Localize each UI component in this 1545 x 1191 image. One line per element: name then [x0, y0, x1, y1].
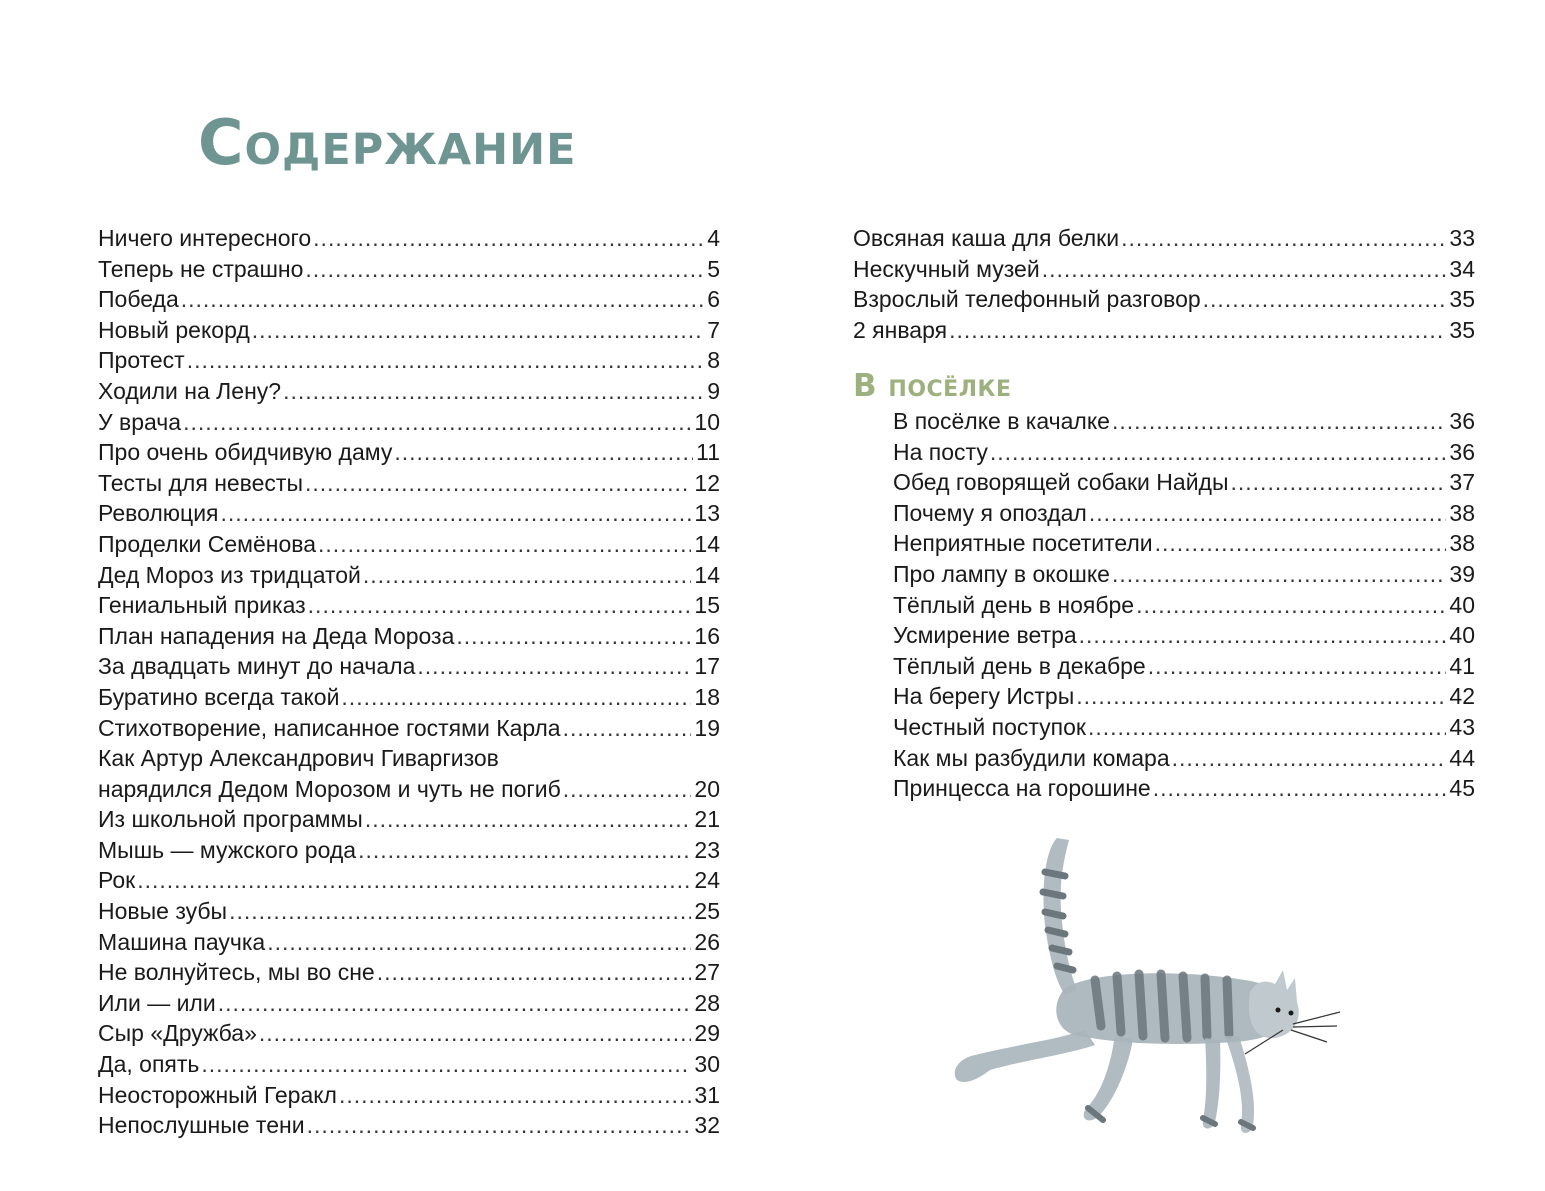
- dot-leader: [252, 315, 704, 346]
- page-number: 28: [694, 989, 720, 1016]
- toc-entry-line2: [98, 774, 720, 805]
- toc-entry[interactable]: [98, 682, 720, 713]
- toc-entry[interactable]: [98, 1110, 720, 1141]
- toc-list-right: [853, 223, 1475, 345]
- page-number: 27: [694, 959, 720, 986]
- page-number: 15: [694, 592, 720, 619]
- entry-title: нарядился Дедом Морозом и чуть не погиб: [98, 775, 561, 802]
- toc-entry[interactable]: [98, 468, 720, 499]
- page-title: Содержание: [198, 106, 577, 179]
- entry-title: Мышь — мужского рода: [98, 836, 357, 863]
- page-number: 12: [694, 469, 720, 496]
- page-number: 18: [694, 683, 720, 710]
- toc-entry[interactable]: [853, 284, 1475, 315]
- entry-title: Гениальный приказ: [98, 592, 306, 619]
- entry-title: Неприятные посетители: [893, 530, 1153, 557]
- entry-title: Овсяная каша для белки: [853, 225, 1120, 251]
- dot-leader: [1203, 284, 1447, 315]
- entry-title: Не волнуйтесь, мы во сне: [98, 959, 375, 986]
- dot-leader: [305, 254, 704, 285]
- entry-title: На берегу Истры: [893, 683, 1075, 710]
- entry-title: У врача: [98, 408, 182, 435]
- entry-title: Революция: [98, 500, 219, 527]
- page-number: 19: [694, 714, 720, 741]
- dot-leader: [1172, 743, 1447, 774]
- dot-leader: [456, 621, 691, 652]
- toc-entry[interactable]: [853, 651, 1475, 682]
- toc-entry[interactable]: [98, 1018, 720, 1049]
- dot-leader: [1042, 254, 1447, 285]
- page-number: 43: [1449, 713, 1475, 740]
- dot-leader: [1112, 406, 1446, 437]
- entry-title: Почему я опоздал: [893, 499, 1087, 526]
- page-number: 44: [1449, 744, 1475, 771]
- entry-title: Ходили на Лену?: [98, 377, 282, 404]
- toc-entry[interactable]: [98, 560, 720, 591]
- page-number: 35: [1449, 316, 1475, 343]
- dot-leader: [259, 1018, 692, 1049]
- entry-title: Про лампу в окошке: [893, 560, 1110, 587]
- page-number: 33: [1449, 225, 1475, 251]
- dot-leader: [221, 498, 692, 529]
- toc-entry[interactable]: [98, 1049, 720, 1080]
- dot-leader: [313, 223, 704, 254]
- toc-entry[interactable]: [98, 957, 720, 988]
- page-number: 14: [694, 530, 720, 557]
- page-number: 7: [707, 316, 720, 343]
- page-number: 11: [696, 439, 720, 466]
- toc-entry[interactable]: [853, 528, 1475, 559]
- entry-title: План нападения на Деда Мороза: [98, 622, 455, 649]
- toc-entry[interactable]: [853, 773, 1475, 804]
- entry-title: Неосторожный Геракл: [98, 1081, 337, 1108]
- toc-entry[interactable]: [98, 621, 720, 652]
- page-number: 14: [694, 561, 720, 588]
- page-number: 24: [694, 867, 720, 894]
- dot-leader: [377, 957, 692, 988]
- entry-title: Тёплый день в ноябре: [893, 591, 1135, 618]
- page-number: 29: [694, 1020, 720, 1047]
- toc-entry[interactable]: [98, 713, 720, 744]
- page-number: 34: [1449, 255, 1475, 282]
- toc-entry[interactable]: [98, 376, 720, 407]
- dot-leader: [363, 560, 692, 591]
- toc-entry[interactable]: [98, 988, 720, 1019]
- toc-entry[interactable]: [98, 223, 720, 254]
- page-number: 42: [1449, 683, 1475, 710]
- page-number: 38: [1449, 499, 1475, 526]
- toc-left-column: [98, 223, 720, 1141]
- toc-entry[interactable]: [98, 407, 720, 438]
- dot-leader: [305, 468, 691, 499]
- dot-leader: [1112, 559, 1446, 590]
- dot-leader: [318, 529, 691, 560]
- entry-title: Да, опять: [98, 1051, 200, 1078]
- dot-leader: [365, 804, 692, 835]
- toc-list-left: [98, 223, 720, 1141]
- dot-leader: [1148, 651, 1447, 682]
- dot-leader: [949, 315, 1446, 346]
- page-number: 21: [694, 806, 720, 833]
- page-number: 16: [694, 622, 720, 649]
- toc-entry[interactable]: [98, 498, 720, 529]
- toc-entry[interactable]: [98, 927, 720, 958]
- dot-leader: [417, 651, 691, 682]
- page-number: 4: [707, 225, 720, 251]
- entry-title: Теперь не страшно: [98, 255, 304, 282]
- entry-title: Тёплый день в декабре: [893, 652, 1146, 679]
- entry-title: Протест: [98, 347, 185, 374]
- entry-title: Обед говорящей собаки Найды: [893, 469, 1229, 496]
- toc-entry[interactable]: [853, 620, 1475, 651]
- toc-entry[interactable]: [853, 223, 1475, 254]
- entry-title: Рок: [98, 867, 136, 894]
- dot-leader: [990, 437, 1447, 468]
- page-number: 39: [1449, 560, 1475, 587]
- dot-leader: [358, 835, 691, 866]
- dot-leader: [1231, 467, 1447, 498]
- toc-entry[interactable]: [98, 284, 720, 315]
- page-number: 37: [1449, 469, 1475, 496]
- dot-leader: [187, 345, 704, 376]
- page-number: 41: [1449, 652, 1475, 679]
- dot-leader: [1155, 528, 1447, 559]
- dot-leader: [563, 774, 692, 805]
- section-heading: В посёлке: [853, 368, 1012, 405]
- toc-entry[interactable]: [98, 437, 720, 468]
- toc-entry[interactable]: [853, 559, 1475, 590]
- entry-title: На посту: [893, 438, 988, 465]
- page-number: 40: [1449, 591, 1475, 618]
- dot-leader: [218, 988, 692, 1019]
- entry-title: Или — или: [98, 989, 216, 1016]
- cat-illustration: [945, 830, 1345, 1140]
- page-number: 36: [1449, 407, 1475, 434]
- toc-entry[interactable]: [853, 712, 1475, 743]
- toc-entry[interactable]: [853, 498, 1475, 529]
- page-number: 9: [707, 377, 720, 404]
- toc-entry[interactable]: [98, 651, 720, 682]
- toc-entry[interactable]: [98, 315, 720, 346]
- entry-title: Взрослый телефонный разговор: [853, 286, 1201, 313]
- dot-leader: [1153, 773, 1447, 804]
- toc-entry[interactable]: [98, 1080, 720, 1111]
- toc-entry-two-line[interactable]: [98, 743, 720, 804]
- dot-leader: [283, 376, 704, 407]
- dot-leader: [1076, 681, 1446, 712]
- dot-leader: [201, 1049, 691, 1080]
- dot-leader: [183, 407, 691, 438]
- toc-entry[interactable]: [853, 406, 1475, 437]
- dot-leader: [394, 437, 693, 468]
- toc-entry[interactable]: [98, 590, 720, 621]
- entry-title: Победа: [98, 286, 179, 313]
- entry-title: Новые зубы: [98, 898, 228, 925]
- page-number: 31: [694, 1081, 720, 1108]
- page-number: 5: [707, 255, 720, 282]
- page-number: 45: [1449, 775, 1475, 802]
- dot-leader: [1088, 712, 1446, 743]
- toc-entry[interactable]: [853, 743, 1475, 774]
- page-number: 20: [694, 775, 720, 802]
- page-number: 38: [1449, 530, 1475, 557]
- page-number: 26: [694, 928, 720, 955]
- page-number: 35: [1449, 286, 1475, 313]
- entry-title: 2 января: [853, 316, 948, 343]
- dot-leader: [308, 590, 692, 621]
- entry-title: Проделки Семёнова: [98, 530, 317, 557]
- page-number: 25: [694, 898, 720, 925]
- toc-entry[interactable]: [98, 896, 720, 927]
- entry-title: Нескучный музей: [853, 255, 1040, 282]
- page-number: 32: [694, 1112, 720, 1139]
- entry-title: Дед Мороз из тридцатой: [98, 561, 361, 588]
- page-number: 40: [1449, 622, 1475, 649]
- toc-entry[interactable]: [853, 590, 1475, 621]
- toc-entry[interactable]: [853, 681, 1475, 712]
- dot-leader: [137, 865, 691, 896]
- page-number: 17: [694, 653, 720, 680]
- dot-leader: [341, 682, 691, 713]
- toc-entry[interactable]: [98, 804, 720, 835]
- dot-leader: [307, 1110, 692, 1141]
- entry-title: Тесты для невесты: [98, 469, 304, 496]
- entry-title: За двадцать минут до начала: [98, 653, 416, 680]
- toc-right-column: [853, 223, 1475, 804]
- toc-entry[interactable]: [853, 315, 1475, 346]
- page-number: 23: [694, 836, 720, 863]
- entry-title: Усмирение ветра: [893, 622, 1077, 649]
- toc-list-section: [853, 406, 1475, 804]
- entry-title: Сыр «Дружба»: [98, 1020, 257, 1047]
- dot-leader: [563, 713, 692, 744]
- dot-leader: [181, 284, 704, 315]
- dot-leader: [1136, 590, 1446, 621]
- page-number: 36: [1449, 438, 1475, 465]
- toc-entry[interactable]: [853, 254, 1475, 285]
- toc-entry[interactable]: [98, 865, 720, 896]
- dot-leader: [1121, 223, 1446, 254]
- entry-title: Ничего интересного: [98, 225, 312, 251]
- entry-title: Принцесса на горошине: [893, 775, 1151, 802]
- page-number: 30: [694, 1051, 720, 1078]
- dot-leader: [229, 896, 691, 927]
- entry-title: Машина паучка: [98, 928, 266, 955]
- entry-title: Непослушные тени: [98, 1112, 305, 1139]
- entry-title: Стихотворение, написанное гостями Карла: [98, 714, 561, 741]
- entry-title: Про очень обидчивую даму: [98, 439, 393, 466]
- entry-title: Как мы разбудили комара: [893, 744, 1170, 771]
- toc-entry[interactable]: [98, 835, 720, 866]
- entry-title: В посёлке в качалке: [893, 407, 1110, 434]
- dot-leader: [1079, 620, 1447, 651]
- page-number: 8: [707, 347, 720, 374]
- dot-leader: [1089, 498, 1447, 529]
- toc-entry[interactable]: [98, 254, 720, 285]
- dot-leader: [339, 1080, 691, 1111]
- entry-title: Новый рекорд: [98, 316, 250, 343]
- page-number: 6: [707, 286, 720, 313]
- entry-title-line1: Как Артур Александрович Гиваргизов: [98, 745, 499, 772]
- cat-watercolor-icon: [955, 838, 1340, 1133]
- toc-entry[interactable]: [853, 467, 1475, 498]
- toc-entry[interactable]: [853, 437, 1475, 468]
- entry-title: Честный поступок: [893, 713, 1086, 740]
- page-number: 10: [694, 408, 720, 435]
- entry-title: Буратино всегда такой: [98, 683, 340, 710]
- entry-title: Из школьной программы: [98, 806, 363, 833]
- toc-entry[interactable]: [98, 529, 720, 560]
- page-number: 13: [694, 500, 720, 527]
- dot-leader: [267, 927, 691, 958]
- toc-entry[interactable]: [98, 345, 720, 376]
